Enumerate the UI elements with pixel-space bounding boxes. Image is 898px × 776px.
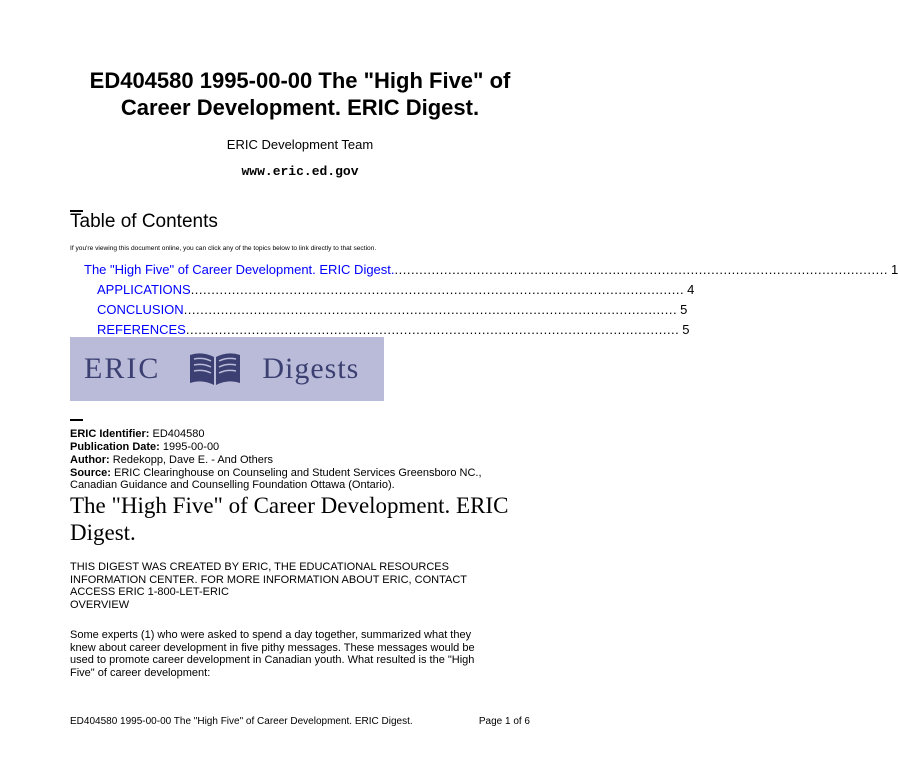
banner-word-digests: Digests bbox=[262, 352, 360, 385]
article-title-line-2: Digest. bbox=[70, 520, 136, 545]
notice-line: INFORMATION CENTER. FOR MORE INFORMATION ABOUT ERIC, CONTACT bbox=[70, 573, 468, 586]
toc-entry-label[interactable]: CONCLUSION bbox=[97, 302, 184, 317]
meta-author bbox=[70, 454, 540, 466]
document-author: ERIC Development Team bbox=[226, 137, 374, 152]
notice-line: THIS DIGEST WAS CREATED BY ERIC, THE EDUCATIONAL RESOURCES bbox=[70, 561, 449, 573]
meta-source bbox=[70, 467, 540, 479]
meta-value: Redekopp, Dave E. - And Others bbox=[112, 454, 273, 466]
banner-word-eric: ERIC bbox=[84, 352, 161, 385]
open-book-icon bbox=[186, 349, 244, 389]
meta-value: 1995-00-00 bbox=[162, 441, 220, 453]
document-title bbox=[30, 67, 570, 121]
eric-notice bbox=[70, 561, 540, 611]
toc-entry-label[interactable]: The "High Five" of Career Development. ERIC Digest. bbox=[84, 262, 395, 277]
toc-entry-label[interactable]: APPLICATIONS bbox=[97, 282, 191, 297]
title-line-2: Career Development. ERIC Digest. bbox=[120, 95, 480, 120]
meta-value: ERIC Clearinghouse on Counseling and Student Services Greensboro NC., bbox=[114, 467, 482, 479]
document-url: www.eric.ed.gov bbox=[241, 164, 359, 179]
toc-entry-conclusion[interactable] bbox=[97, 302, 688, 318]
toc-entry-page: 4 bbox=[687, 282, 695, 297]
paragraph-line: Five" of career development: bbox=[70, 666, 211, 679]
toc-leader: ........................................................................................................................ bbox=[190, 282, 685, 297]
eric-digests-banner bbox=[70, 337, 384, 401]
meta-identifier bbox=[70, 428, 540, 440]
overview-paragraph bbox=[70, 629, 540, 679]
paragraph-line: used to promote career development in Canadian youth. What resulted is the "High bbox=[70, 654, 475, 666]
meta-value: ED404580 bbox=[152, 428, 205, 440]
paragraph-line: Some experts (1) who were asked to spend a day together, summarized what they bbox=[70, 629, 472, 641]
title-line-1: ED404580 1995-00-00 The "High Five" of bbox=[89, 68, 511, 93]
toc-leader: ........................................................................................................................ bbox=[185, 322, 680, 337]
toc-heading: Table of Contents bbox=[70, 211, 218, 232]
toc-leader: ........................................................................................................................ bbox=[394, 262, 888, 277]
toc-entry-page: 5 bbox=[680, 302, 688, 317]
section-heading: OVERVIEW bbox=[70, 598, 130, 611]
footer-page-number: Page 1 of 6 bbox=[478, 716, 530, 727]
paragraph-line: knew about career development in five pithy messages. These messages would be bbox=[70, 641, 475, 654]
section-marker bbox=[70, 419, 83, 421]
meta-source-cont: Canadian Guidance and Counselling Foundation Ottawa (Ontario). bbox=[70, 479, 395, 491]
toc-entry-applications[interactable] bbox=[97, 282, 695, 298]
toc-entry-page: 5 bbox=[682, 322, 690, 337]
toc-leader: ........................................................................................................................ bbox=[183, 302, 678, 317]
meta-label: ERIC Identifier: bbox=[70, 428, 150, 440]
toc-note: If you're viewing this document online, you can click any of the topics below to link directly to that section. bbox=[70, 245, 377, 252]
toc-entry-page: 1 bbox=[890, 262, 898, 277]
meta-label: Publication Date: bbox=[70, 441, 160, 453]
meta-label: Source: bbox=[70, 467, 111, 479]
article-title-line-1: The "High Five" of Career Development. ERIC bbox=[70, 493, 509, 518]
meta-date bbox=[70, 441, 540, 453]
footer-title: ED404580 1995-00-00 The "High Five" of Career Development. ERIC Digest. bbox=[70, 716, 413, 727]
article-title bbox=[70, 492, 550, 546]
toc-entry-label[interactable]: REFERENCES bbox=[97, 322, 186, 337]
notice-line: ACCESS ERIC 1-800-LET-ERIC bbox=[70, 586, 229, 598]
toc-entry-title[interactable] bbox=[84, 262, 898, 278]
meta-label: Author: bbox=[70, 454, 110, 466]
toc-entry-references[interactable] bbox=[97, 322, 690, 338]
